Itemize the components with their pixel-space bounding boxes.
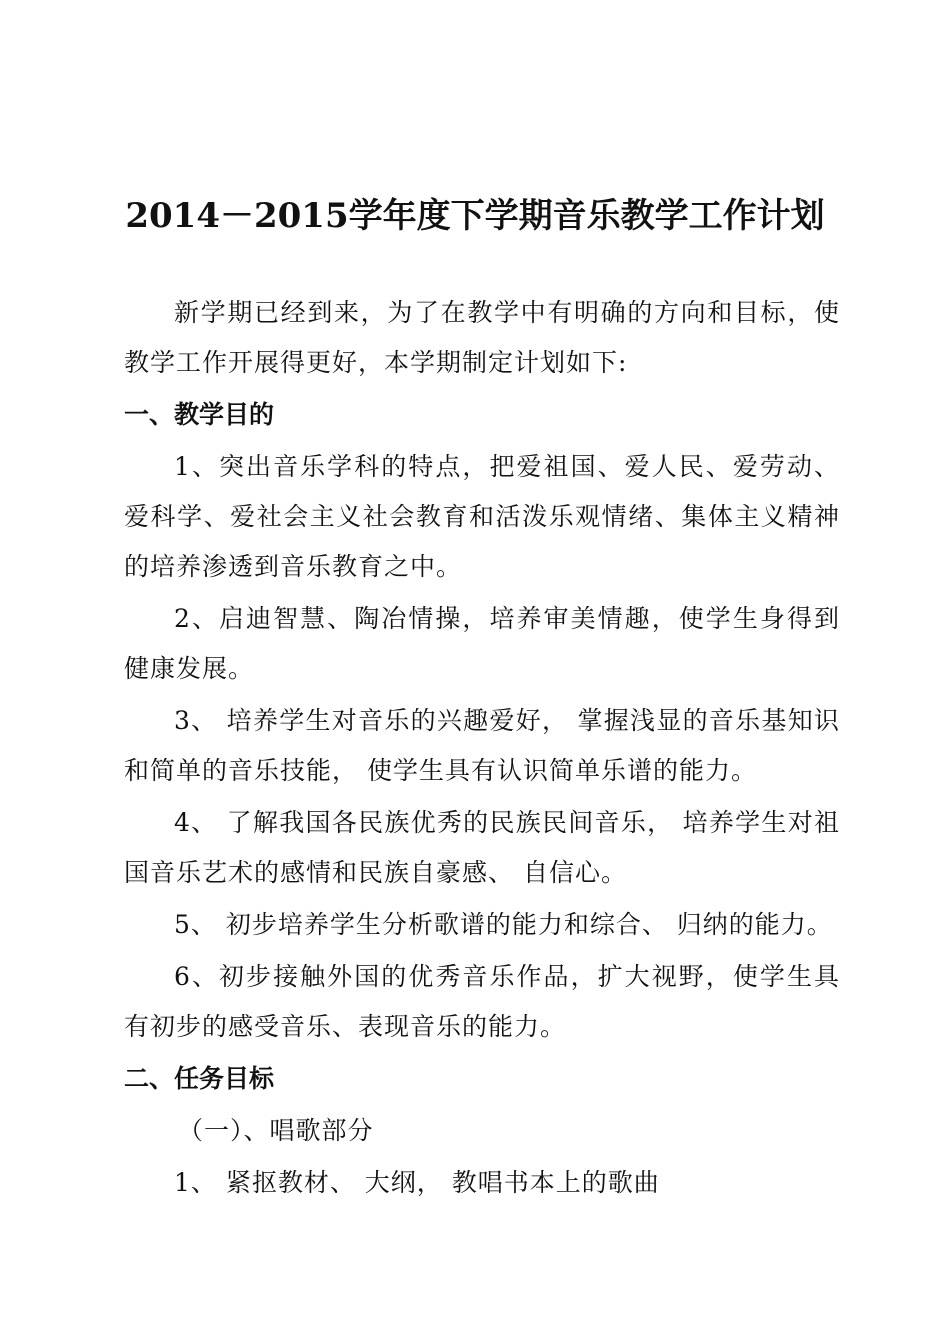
intro-paragraph: 新学期已经到来，为了在教学中有明确的方向和目标，使教学工作开展得更好，本学期制定计划如下:: [124, 298, 840, 377]
section-heading-teaching-goals: 一、教学目的: [124, 400, 275, 429]
goal-item-2: 2、启迪智慧、陶冶情操，培养审美情趣，使学生身得到健康发展。: [124, 604, 840, 683]
task-item-1: 1、 紧抠教材、 大纲， 教唱书本上的歌曲: [174, 1168, 660, 1197]
sub-heading-singing: （一）、唱歌部分: [178, 1116, 374, 1145]
document-body: [124, 288, 840, 1210]
document-title: 2014－2015学年度下学期音乐教学工作计划: [125, 196, 825, 236]
goal-item-6: 6、初步接触外国的优秀音乐作品，扩大视野，使学生具有初步的感受音乐、表现音乐的能力。: [124, 962, 840, 1041]
goal-item-5: 5、 初步培养学生分析歌谱的能力和综合、 归纳的能力。: [174, 910, 833, 939]
goal-item-3: 3、 培养学生对音乐的兴趣爱好， 掌握浅显的音乐基知识和简单的音乐技能， 使学生具有认识简单乐谱的能力。: [124, 706, 840, 785]
goal-item-4: 4、 了解我国各民族优秀的民族民间音乐， 培养学生对祖国音乐艺术的感情和民族自豪感、 自信心。: [124, 808, 840, 887]
goal-item-1: 1、突出音乐学科的特点，把爱祖国、爱人民、爱劳动、爱科学、爱社会主义社会教育和活泼乐观情绪、集体主义精神的培养渗透到音乐教育之中。: [124, 452, 840, 581]
section-heading-task-objectives: 二、任务目标: [124, 1064, 275, 1093]
